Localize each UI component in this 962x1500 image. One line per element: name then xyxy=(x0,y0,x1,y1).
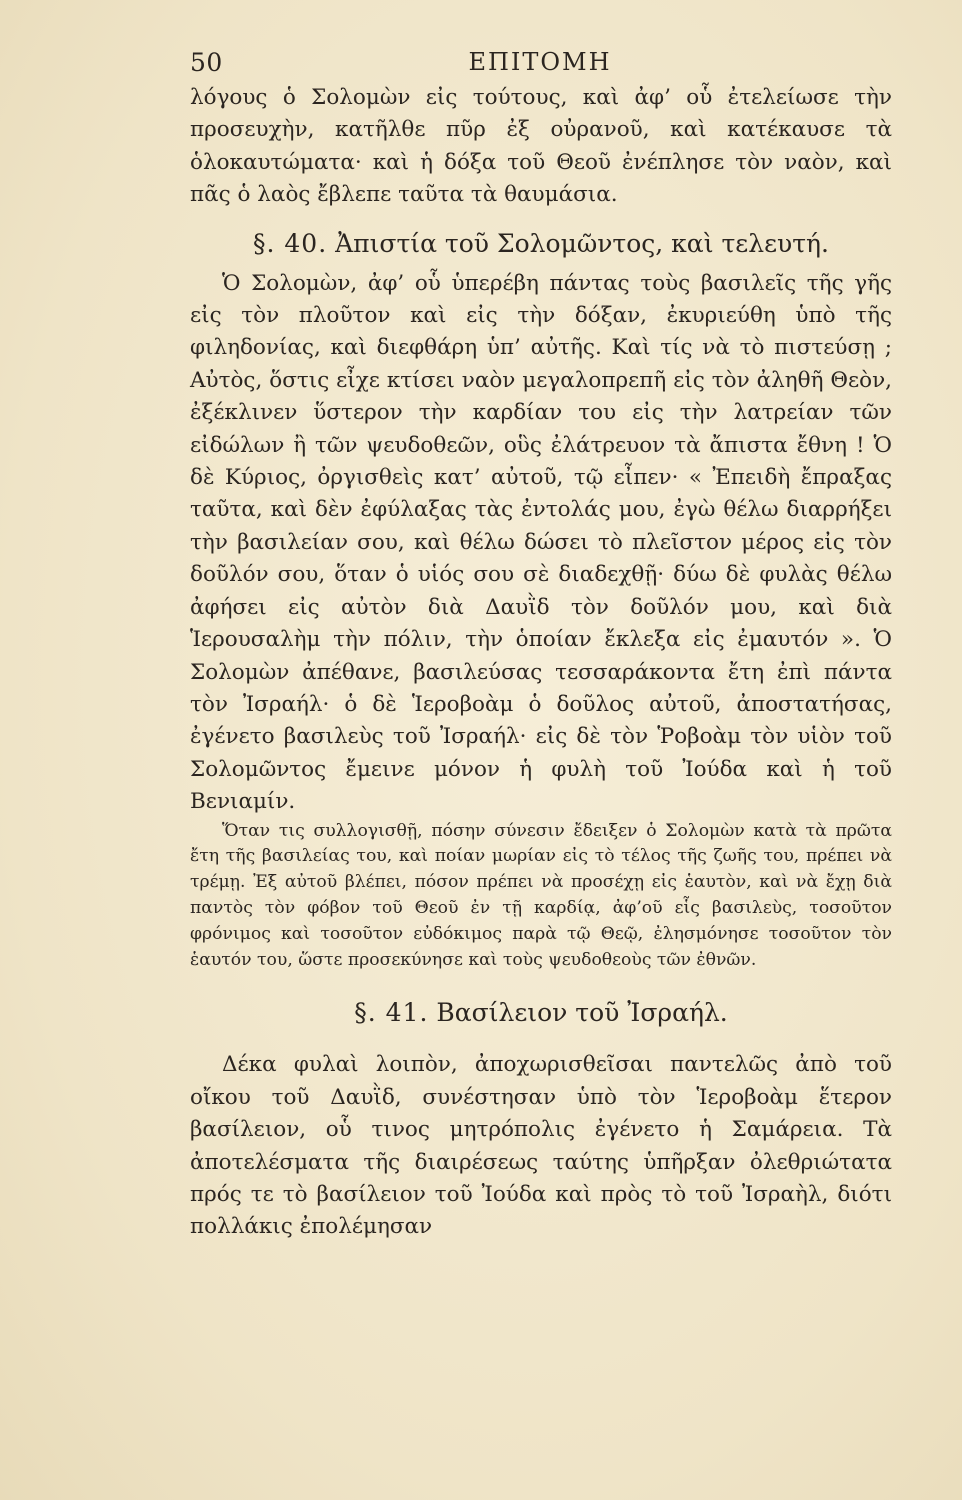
running-head: ΕΠΙΤΟΜΗ xyxy=(468,48,612,76)
paragraph-intro: λόγους ὁ Σολομὼν εἰς τούτους, καὶ ἀφ’ οὗ ἐτελείωσε τὴν προσευχὴν, κατῆλθε πῦρ ἐξ οὐρανοῦ, καὶ κατέκαυσε τὰ ὁλοκαυτώματα· καὶ ἡ δόξα τοῦ Θεοῦ ἐνέπλησε τὸν ναὸν, καὶ πᾶς ὁ λαὸς ἔβλεπε ταῦτα τὰ θαυμάσια. xyxy=(190,85,892,208)
section-40-heading xyxy=(190,226,892,262)
section-41-title: Βασίλειον τοῦ Ἰσραήλ. xyxy=(436,998,728,1028)
page-number: 50 xyxy=(190,48,223,77)
section-40-title: Ἀπιστία τοῦ Σολομῶντος, καὶ τελευτή. xyxy=(335,228,829,258)
main-text xyxy=(190,82,892,1244)
paragraph-section-41: Δέκα φυλαὶ λοιπὸν, ἀποχωρισθεῖσαι παντελῶς ἀπὸ τοῦ οἴκου τοῦ Δαυῒδ, συνέστησαν ὑπὸ τὸν Ἱεροβοὰμ ἕτερον βασίλειον, οὗ τινος μητρόπολις ἐγένετο ἡ Σαμάρεια. Τὰ ἀποτελέσματα τῆς διαιρέσεως ταύτης ὑπῆρξαν ὀλεθριώτατα πρός τε τὸ βασίλειον τοῦ Ἰούδα καὶ πρὸς τὸ τοῦ Ἰσραὴλ, διότι πολλάκις ἐπολέμησαν xyxy=(190,1052,892,1240)
paragraph-section-40: Ὁ Σολομὼν, ἀφ’ οὗ ὑπερέβη πάντας τοὺς βασιλεῖς τῆς γῆς εἰς τὸν πλοῦτον καὶ εἰς τὴν δόξαν, ἐκυριεύθη ὑπὸ τῆς φιληδονίας, καὶ διεφθάρη ὑπ’ αὐτῆς. Καὶ τίς νὰ τὸ πιστεύσῃ ; Αὐτὸς, ὅστις εἶχε κτίσει ναὸν μεγαλοπρεπῆ εἰς τὸν ἀληθῆ Θεὸν, ἐξέκλινεν ὕστερον τὴν καρδίαν του εἰς τὴν λατρείαν τῶν εἰδώλων ἢ τῶν ψευδοθεῶν, οὓς ἐλάτρευον τὰ ἄπιστα ἔθνη ! Ὁ δὲ Κύριος, ὀργισθεὶς κατ’ αὐτοῦ, τῷ εἶπεν· « Ἐπειδὴ ἔπραξας ταῦτα, καὶ δὲν ἐφύλαξας τὰς ἐντολάς μου, ἐγὼ θέλω διαρρήξει τὴν βασιλείαν σου, καὶ θέλω δώσει τὸ πλεῖστον μέρος εἰς τὸν δοῦλόν σου, ὅταν ὁ υἱός σου σὲ διαδεχθῇ· δύω δὲ φυλὰς θέλω ἀφήσει εἰς αὐτὸν διὰ Δαυῒδ τὸν δοῦλόν μου, καὶ διὰ Ἱερουσαλὴμ τὴν πόλιν, τὴν ὁποίαν ἔκλεξα εἰς ἐμαυτόν ». Ὁ Σολομὼν ἀπέθανε, βασιλεύσας τεσσαράκοντα ἔτη ἐπὶ πάντα τὸν Ἰσραήλ· ὁ δὲ Ἱεροβοὰμ ὁ δοῦλος αὐτοῦ, ἀποστατήσας, ἐγένετο βασιλεὺς τοῦ Ἰσραήλ· εἰς δὲ τὸν Ῥοβοὰμ τὸν υἱὸν τοῦ Σολομῶντος ἔμεινε μόνον ἡ φυλὴ τοῦ Ἰούδα καὶ ἡ τοῦ Βενιαμίν. xyxy=(190,270,892,815)
section-41-number: §. 41. xyxy=(354,998,429,1028)
note-section-40: Ὅταν τις συλλογισθῇ, πόσην σύνεσιν ἔδειξεν ὁ Σολομὼν κατὰ τὰ πρῶτα ἔτη τῆς βασιλείας του, καὶ ποίαν μωρίαν εἰς τὸ τέλος τῆς ζωῆς του, πρέπει νὰ τρέμῃ. Ἐξ αὐτοῦ βλέπει, πόσον πρέπει νὰ προσέχῃ εἰς ἑαυτὸν, καὶ νὰ ἔχῃ διὰ παντὸς τὸν φόβον τοῦ Θεοῦ ἐν τῇ καρδίᾳ, ἀφ’οῦ εἷς βασιλεὺς, τοσοῦτον φρόνιμος καὶ τοσοῦτον εὐδόκιμος παρὰ τῷ Θεῷ, ἐλησμόνησε τοσοῦτον τὸν ἑαυτόν του, ὥστε προσεκύνησε καὶ τοὺς ψευδοθεοὺς τῶν ἐθνῶν. xyxy=(190,820,892,970)
section-40-number: §. 40. xyxy=(253,228,328,258)
page-header xyxy=(190,48,890,84)
section-41-heading xyxy=(190,995,892,1031)
